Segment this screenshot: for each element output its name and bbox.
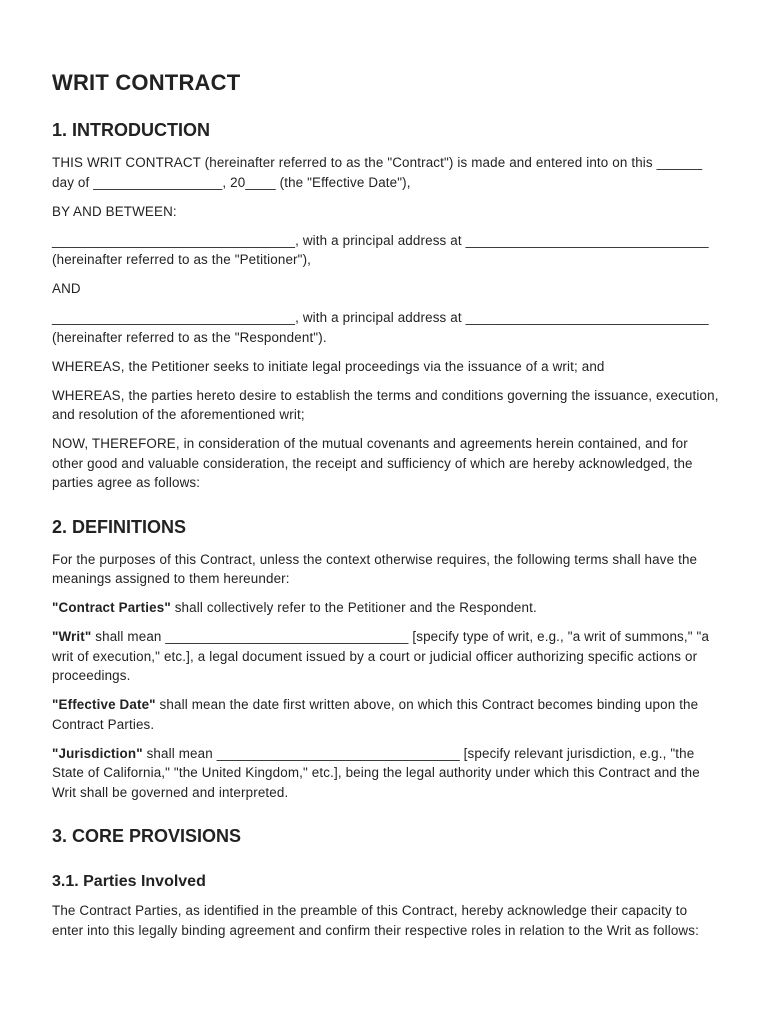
now-therefore-paragraph: NOW, THEREFORE, in consideration of the mutual covenants and agreements herein contained, and for other good and valuable consideration, the receipt and sufficiency of which are hereby acknowledged, the parties agree as follows:: [52, 436, 693, 490]
definition-contract-parties: [52, 598, 722, 618]
definition-term: "Writ": [52, 629, 92, 644]
whereas-paragraph-1: WHEREAS, the Petitioner seeks to initiate legal proceedings via the issuance of a writ; and: [52, 358, 605, 374]
definitions-intro: For the purposes of this Contract, unless the context otherwise requires, the following terms shall have the meanings assigned to them hereunder:: [52, 551, 698, 586]
definition-text: shall mean the date first written above, on which this Contract becomes binding upon the Contract Parties.: [52, 697, 699, 732]
whereas-paragraph-2: WHEREAS, the parties hereto desire to establish the terms and conditions governing the issuance, execution, and resolution of the aforementioned writ;: [52, 387, 719, 422]
section-core-provisions: [52, 826, 722, 940]
definition-jurisdiction: [52, 744, 722, 803]
section-heading-definitions: 2. DEFINITIONS: [52, 516, 187, 537]
subsection-parties-involved: [52, 873, 722, 940]
section-introduction: [52, 120, 722, 493]
and-label: AND: [52, 281, 81, 296]
subsection-heading-parties-involved: 3.1. Parties Involved: [52, 873, 206, 890]
definition-text: shall mean ________________________________ [specify relevant jurisdiction, e.g., "the State of California," "the United Kingdom," etc.], being the legal authority under which this Contract and the Writ shall be governed and interpreted.: [52, 745, 700, 800]
respondent-paragraph: ________________________________, with a principal address at ________________________________ (hereinafter referred to as the "Respondent").: [52, 310, 709, 345]
definition-text: shall mean ________________________________ [specify type of writ, e.g., "a writ of summons," "a writ of execution," etc.], a legal document issued by a court or judicial officer authorizing specific actions or proceedings.: [52, 629, 710, 683]
section-heading-introduction: 1. INTRODUCTION: [52, 120, 211, 140]
section-definitions: [52, 517, 722, 803]
definition-term: "Jurisdiction": [52, 745, 143, 761]
definition-writ: [52, 627, 722, 686]
definition-term: "Contract Parties": [52, 600, 171, 615]
intro-paragraph: THIS WRIT CONTRACT (hereinafter referred to as the "Contract") is made and entered into on this ______ day of _________________, 20____ (the "Effective Date"),: [52, 155, 703, 190]
parties-involved-paragraph: The Contract Parties, as identified in the preamble of this Contract, hereby acknowledge their capacity to enter into this legally binding agreement and confirm their respective roles in relation to the Writ as follows:: [52, 903, 699, 938]
section-heading-core-provisions: 3. CORE PROVISIONS: [52, 826, 242, 846]
definition-term: "Effective Date": [52, 697, 156, 712]
definition-text: shall collectively refer to the Petitioner and the Respondent.: [170, 600, 537, 615]
document-page: [52, 70, 722, 950]
petitioner-paragraph: ________________________________, with a principal address at ________________________________ (hereinafter referred to as the "Petitioner"),: [52, 232, 709, 267]
between-label: BY AND BETWEEN:: [52, 203, 177, 219]
definition-effective-date: [52, 695, 722, 734]
document-title: WRIT CONTRACT: [52, 70, 241, 95]
